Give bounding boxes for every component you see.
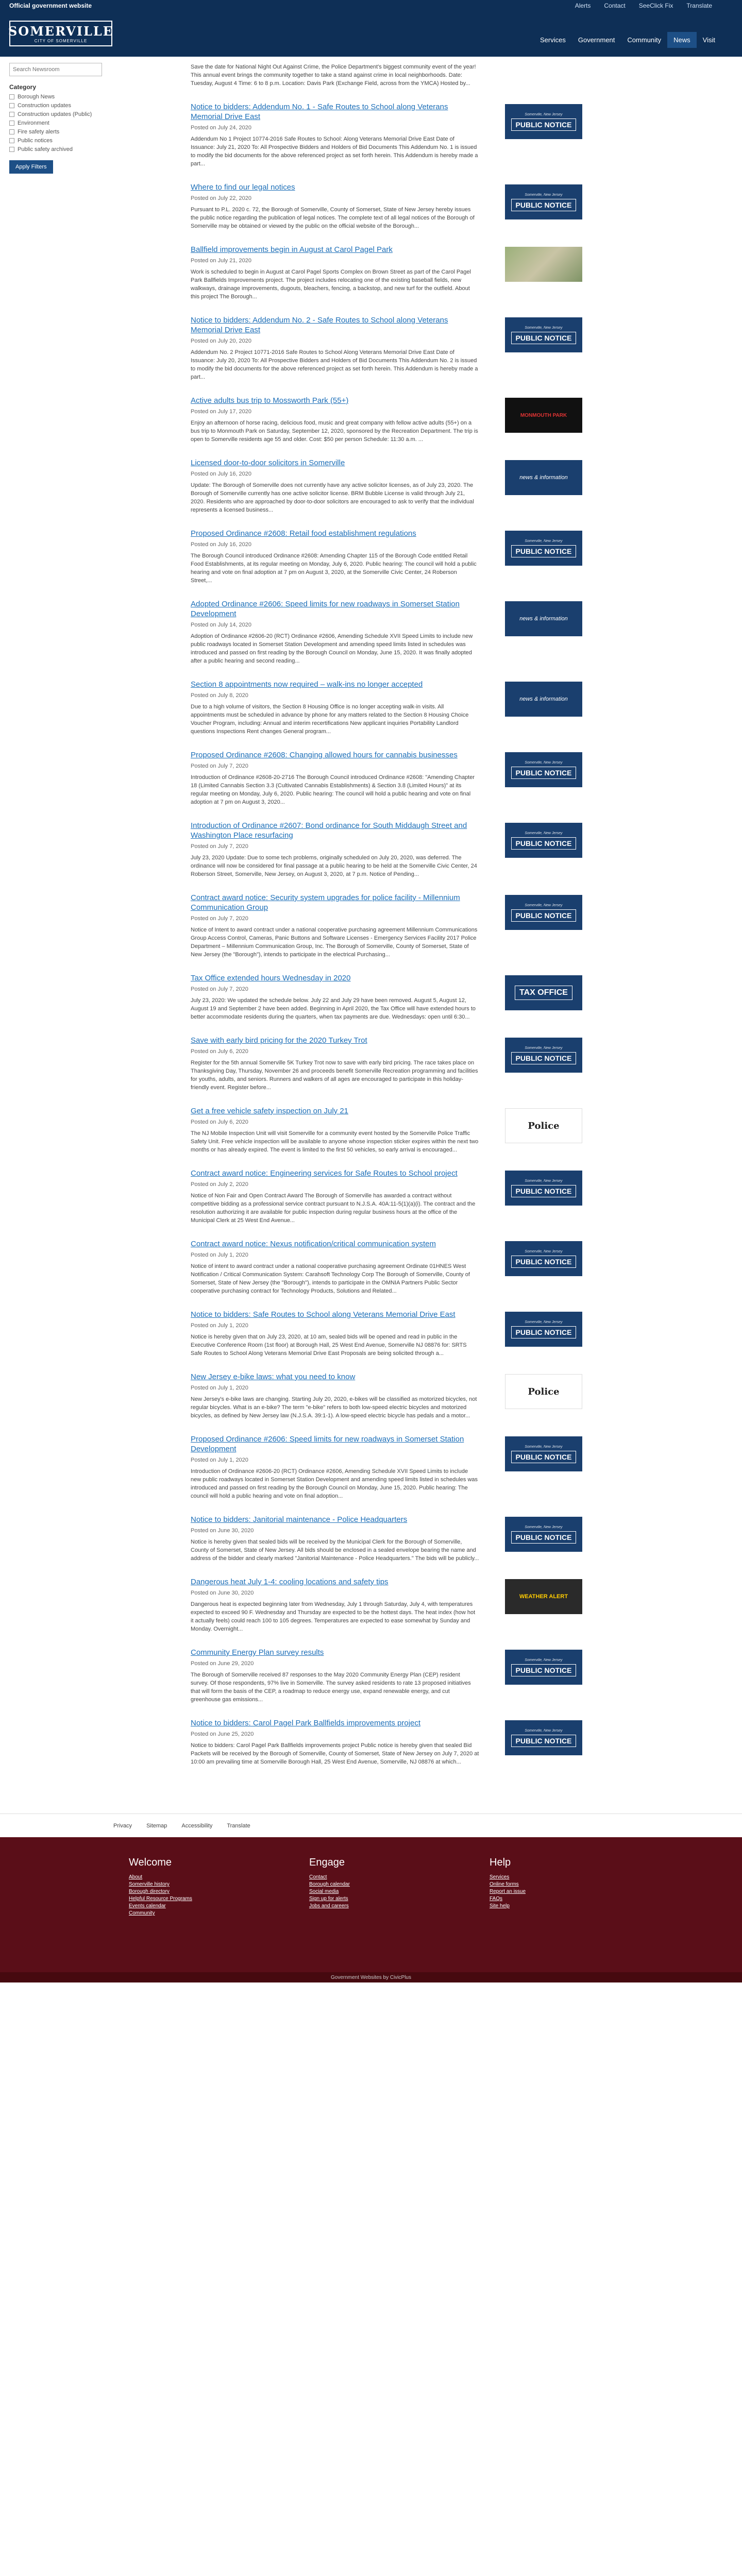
thumb-title: PUBLIC NOTICE — [511, 1052, 577, 1064]
thumb-title: PUBLIC NOTICE — [511, 199, 577, 211]
article-date: Posted on July 14, 2020 — [191, 622, 252, 628]
public-notice-thumbnail[interactable] — [505, 752, 582, 787]
public-notice-thumbnail[interactable] — [505, 104, 582, 139]
footer-link[interactable]: Contact — [309, 1874, 327, 1880]
article-item — [191, 102, 582, 182]
footer-link-translate[interactable]: Translate — [227, 1822, 250, 1829]
article-date: Posted on July 1, 2020 — [191, 1252, 248, 1258]
article-summary: Work is scheduled to begin in August at Carol Pagel Sports Complex on Brown Street as part of the Carol Pagel Park Ballfields Improvements project. The project includes relocating one of the existing baseball fields, new walkways, drainage improvements, dugouts, bleachers, fencing, a backstop, and new turf for the outfield. About this project The Borough... — [191, 269, 471, 300]
article-title-link[interactable]: Introduction of Ordinance #2607: Bond ordinance for South Middaugh Street and Washington Place resurfacing — [191, 821, 467, 840]
article-date: Posted on July 1, 2020 — [191, 1323, 248, 1329]
article-item — [191, 973, 582, 1036]
article-text — [191, 973, 479, 1021]
article-title-link[interactable]: Contract award notice: Engineering services for Safe Routes to School project — [191, 1169, 458, 1178]
article-summary: July 23, 2020 Update: Due to some tech problems, originally scheduled on July 20, 2020, was deferred. The ordinance will now be considered for final passage at a public hearing to be held at the Somerville Civic Center, 24 Roberson Street, Somerville, New Jersey, on August 3, 2020, at 7 p.m. Notice of Pending... — [191, 855, 477, 877]
main-nav — [534, 32, 721, 48]
thumb-title: PUBLIC NOTICE — [511, 545, 577, 557]
category-list — [9, 94, 103, 152]
article-text — [191, 245, 479, 301]
thumb-title: Police — [528, 1120, 560, 1131]
page-layout — [0, 57, 742, 1781]
article-text — [191, 1036, 479, 1092]
article-text — [191, 1310, 479, 1358]
footer-link-privacy[interactable]: Privacy — [113, 1822, 132, 1829]
police-thumbnail[interactable] — [505, 1108, 582, 1143]
footer-link[interactable]: Jobs and careers — [309, 1903, 349, 1909]
public-notice-thumbnail[interactable] — [505, 1241, 582, 1276]
article-date: Posted on July 21, 2020 — [191, 258, 252, 264]
article-item — [191, 893, 582, 973]
article-date: Posted on July 16, 2020 — [191, 541, 252, 548]
article-item — [191, 315, 582, 396]
logo-subtitle: CITY OF SOMERVILLE — [34, 39, 88, 43]
thumb-title: news & information — [519, 696, 568, 702]
thumb-caption: Somerville, New Jersey — [525, 1320, 563, 1324]
footer-link[interactable]: Borough directory — [129, 1889, 170, 1894]
article-date: Posted on July 2, 2020 — [191, 1181, 248, 1188]
article-summary: Notice is hereby given that sealed bids will be received by the Municipal Clerk for the Borough of Somerville, County of Somerset, State of New Jersey. All bids should be enclosed in a sealed envelope bearing the name and address of the bidder and clearly marked "Janitorial Maintenance - Police Headquarters." The bids will be publicly... — [191, 1539, 479, 1562]
footer-link[interactable]: Sign up for alerts — [309, 1896, 348, 1902]
article-text — [191, 102, 479, 168]
public-notice-thumbnail[interactable] — [505, 531, 582, 566]
thumb-title: news & information — [519, 616, 568, 622]
article-summary: Addendum No. 2 Project 10771-2016 Safe Routes to School Along Veterans Memorial Drive East Date of Issuance: July 20, 2020 To: All Prospective Bidders and Holders of Bid Documents This Addendum No. 2 is issued to modify the bid documents for the above referenced project as set forth herein. This Addendum is hereby made a part... — [191, 349, 478, 380]
article-item — [191, 1310, 582, 1372]
article-summary: The Borough Council introduced Ordinance #2608: Amending Chapter 115 of the Borough Code entitled Retail Food Establishments, at its regular meeting on Monday, July 6, 2020. Public hearing: The council will hold a public hearing and vote on final adoption at 7 pm on August 3, 2020, at the Somerville Civic Center, 24 Roberson Street,... — [191, 553, 477, 584]
thumb-title: PUBLIC NOTICE — [511, 1185, 577, 1197]
article-list — [191, 63, 582, 1781]
article-item — [191, 458, 582, 529]
article-date: Posted on June 29, 2020 — [191, 1660, 254, 1667]
category-label: Public notices — [18, 138, 53, 144]
article-date: Posted on July 24, 2020 — [191, 125, 252, 131]
article-item — [191, 529, 582, 599]
thumb-caption: Somerville, New Jersey — [525, 1728, 563, 1733]
footer-link[interactable]: Borough calendar — [309, 1882, 350, 1887]
article-date: Posted on July 7, 2020 — [191, 986, 248, 992]
thumb-title: PUBLIC NOTICE — [511, 837, 577, 850]
article-date: Posted on June 30, 2020 — [191, 1528, 254, 1534]
article-item — [191, 182, 582, 245]
article-summary: Update: The Borough of Somerville does not currently have any active solicitor licenses, as of July 23, 2020. The Borough of Somerville currently has one active solicitor license. BRM Bubble License is valid through July 21, 2020. Residents who are approached by door-to-door solicitors are encouraged to ask to verify that the individual represents a licensed business... — [191, 482, 474, 513]
category-label: Public safety archived — [18, 146, 73, 152]
article-text — [191, 182, 479, 230]
footer-column-heading: Help — [490, 1857, 511, 1868]
article-title-link[interactable]: Adopted Ordinance #2606: Speed limits for new roadways in Somerset Station Development — [191, 600, 460, 618]
article-text — [191, 750, 479, 806]
category-heading: Category — [9, 83, 37, 91]
nav-news[interactable]: News — [667, 32, 697, 48]
article-text — [191, 1434, 479, 1500]
footer-link[interactable]: Somerville history — [129, 1882, 170, 1887]
thumb-caption: Somerville, New Jersey — [525, 539, 563, 543]
thumb-title: PUBLIC NOTICE — [511, 1256, 577, 1268]
article-title-link[interactable]: Licensed door-to-door solicitors in Somerville — [191, 459, 345, 467]
article-title-link[interactable]: Contract award notice: Security system upgrades for police facility - Millennium Communication Group — [191, 893, 460, 912]
thumb-title: PUBLIC NOTICE — [511, 767, 577, 779]
article-text — [191, 1239, 479, 1295]
article-item — [191, 1372, 582, 1434]
article-date: Posted on July 6, 2020 — [191, 1119, 248, 1125]
article-text — [191, 1515, 479, 1563]
news-list — [108, 57, 582, 1781]
news-info-thumbnail[interactable] — [505, 601, 582, 636]
footer-link[interactable]: Report an issue — [490, 1889, 526, 1894]
site-header — [0, 11, 742, 57]
thumb-caption: Somerville, New Jersey — [525, 193, 563, 197]
article-text — [191, 315, 479, 381]
thumb-title: MONMOUTH PARK — [520, 412, 567, 418]
article-item — [191, 1434, 582, 1515]
category-option[interactable] — [9, 103, 103, 109]
category-label: Construction updates — [18, 103, 71, 109]
article-title-link[interactable]: Proposed Ordinance #2606: Speed limits for new roadways in Somerset Station Development — [191, 1435, 464, 1453]
thumb-title: TAX OFFICE — [515, 986, 572, 1000]
article-date: Posted on July 20, 2020 — [191, 338, 252, 344]
tax-office-thumbnail[interactable] — [505, 975, 582, 1010]
public-notice-thumbnail[interactable] — [505, 1720, 582, 1755]
thumb-caption: Somerville, New Jersey — [525, 326, 563, 330]
public-notice-thumbnail[interactable] — [505, 1171, 582, 1206]
thumb-title: PUBLIC NOTICE — [511, 1326, 577, 1338]
article-item — [191, 1648, 582, 1718]
public-notice-thumbnail[interactable] — [505, 1436, 582, 1471]
weather-alert-thumbnail[interactable] — [505, 1579, 582, 1614]
public-notice-thumbnail[interactable] — [505, 317, 582, 352]
article-title-link[interactable]: Notice to bidders: Carol Pagel Park Ballfields improvements project — [191, 1719, 421, 1727]
article-title-link[interactable]: Active adults bus trip to Mossworth Park (55+) — [191, 396, 349, 405]
article-title-link[interactable]: Community Energy Plan survey results — [191, 1648, 324, 1657]
article-date: Posted on July 16, 2020 — [191, 471, 252, 477]
public-notice-thumbnail[interactable] — [505, 1650, 582, 1685]
article-text — [191, 599, 479, 665]
footer-column-heading: Engage — [309, 1857, 345, 1868]
article-text — [191, 680, 479, 736]
thumb-title: PUBLIC NOTICE — [511, 1531, 577, 1544]
article-date: Posted on July 17, 2020 — [191, 409, 252, 415]
checkbox[interactable] — [9, 147, 14, 152]
checkbox[interactable] — [9, 121, 14, 126]
public-notice-thumbnail[interactable] — [505, 1038, 582, 1073]
article-summary: Notice of Non Fair and Open Contract Award The Borough of Somerville has awarded a contract without competitive bidding as a professional service contract pursuant to N.J.S.A. 40A:11-5(1)(a)(i). The contract and the resolution authorizing it are available for public inspection during regular business hours at the office of the Municipal Clerk at 25 West End Avenue... — [191, 1193, 476, 1224]
site-footer — [0, 1837, 742, 1982]
article-item — [191, 245, 582, 315]
checkbox[interactable] — [9, 138, 14, 143]
article-summary: Due to a high volume of visitors, the Section 8 Housing Office is no longer accepting walk-in visits. All appointments must be scheduled in advance by phone for any matters related to the Section 8 Housing Choice Voucher Program, including: Annual and interim recertifications New applicant inquiries Portability Landlord questions Inspections Rent changes General program... — [191, 704, 469, 735]
footer-columns — [0, 1837, 742, 1917]
article-title-link[interactable]: Tax Office extended hours Wednesday in 2020 — [191, 974, 351, 982]
article-item — [191, 821, 582, 893]
thumb-caption: Somerville, New Jersey — [525, 1179, 563, 1183]
article-title-link[interactable]: Notice to bidders: Addendum No. 1 - Safe Routes to School along Veterans Memorial Drive East — [191, 103, 448, 121]
article-item — [191, 1106, 582, 1168]
article-text — [191, 529, 479, 585]
nav-community[interactable]: Community — [627, 36, 662, 44]
article-title-link[interactable]: Dangerous heat July 1-4: cooling locations and safety tips — [191, 1578, 389, 1586]
utility-links — [575, 2, 712, 9]
category-label: Construction updates (Public) — [18, 111, 92, 117]
top-utility-bar — [0, 0, 742, 11]
utility-link-seeclickfix[interactable]: SeeClick Fix — [638, 2, 673, 9]
category-label: Environment — [18, 120, 49, 126]
article-title-link[interactable]: Notice to bidders: Safe Routes to School along Veterans Memorial Drive East — [191, 1310, 456, 1319]
article-title-link[interactable]: Save with early bird pricing for the 2020 Turkey Trot — [191, 1036, 367, 1045]
public-notice-thumbnail[interactable] — [505, 1312, 582, 1347]
footer-link[interactable]: Events calendar — [129, 1903, 166, 1909]
news-info-thumbnail[interactable] — [505, 682, 582, 717]
article-text — [191, 458, 479, 514]
article-title-link[interactable]: Where to find our legal notices — [191, 183, 295, 192]
article-title-link[interactable]: Section 8 appointments now required – walk-ins no longer accepted — [191, 680, 423, 689]
article-item — [191, 1718, 582, 1781]
logo-name: SOMERVILLE — [8, 24, 114, 39]
article-item — [191, 680, 582, 750]
article-summary: The NJ Mobile Inspection Unit will visit Somerville for a community event hosted by the Somerville Police Traffic Safety Unit. Free vehicle inspection will be available to anyone whose inspection sticker expires within the next two months or has already expired. The event is limited to the first 50 vehicles, so early arrival is encouraged... — [191, 1130, 479, 1153]
thumb-caption: Somerville, New Jersey — [525, 1046, 563, 1050]
thumb-title: news & information — [519, 474, 568, 481]
footer-link[interactable]: Services — [490, 1874, 510, 1880]
category-option[interactable] — [9, 111, 103, 117]
public-notice-thumbnail[interactable] — [505, 895, 582, 930]
article-text — [191, 63, 479, 88]
article-item — [191, 396, 582, 458]
article-item — [191, 1515, 582, 1577]
category-option[interactable] — [9, 146, 103, 152]
article-summary: Adoption of Ordinance #2606-20 (RCT) Ordinance #2606, Amending Schedule XVII Speed Limits to include new public roadways located in Somerset Station Development and amending speed limits listed in schedules was introduced and passed on first reading by the Borough Council on Monday, June 15, 2020. It was finally adopted after a public hearing and second reading... — [191, 633, 473, 664]
article-summary: New Jersey's e-bike laws are changing. Starting July 20, 2020, e-bikes will be classified as motorized bicycles, not regular bicycles. What is an e-bike? The term "e-bike" refers to both low-speed electric bicycles and motorized bicycles, as defined by New Jersey law (N.J.S.A. 39:1-1). A low-speed electric bicycle has pedals and a motor... — [191, 1396, 477, 1419]
category-option[interactable] — [9, 120, 103, 126]
article-summary: Introduction of Ordinance #2608-20-2716 The Borough Council introduced Ordinance #2608: "Amending Chapter 18 (Limited Cannabis Section 3.3 (Cultivated Cannabis Establishments) & Section 3.8 (Limited Hours)" at its regular meeting on Monday, July 6, 2020. Public hearing: The council will hold a public hearing and vote on final adoption at 7 pm on August 3, 2020... — [191, 774, 475, 805]
thumb-title: PUBLIC NOTICE — [511, 1664, 577, 1676]
footer-credit: Government Websites by CivicPlus — [0, 1972, 742, 1982]
checkbox[interactable] — [9, 129, 14, 134]
article-title-link[interactable]: Contract award notice: Nexus notification/critical communication system — [191, 1240, 436, 1248]
article-summary: Enjoy an afternoon of horse racing, delicious food, music and great company with fellow active adults (55+) on a bus trip to Monmouth Park on Saturday, September 12, 2020, sponsored by the Recreation Department. The trip is open to Somerville residents age 55 and older. Cost: $50 per person Schedule: 11:30 a.m. ... — [191, 420, 478, 443]
article-item — [191, 599, 582, 680]
article-item — [191, 1168, 582, 1239]
article-text — [191, 893, 479, 959]
article-summary: Notice of intent to award contract under a national cooperative purchasing agreement Ordinate 01HNES West Notification / Critical Communication System: Carahsoft Technology Corp The Borough of Somerville, County of Somerset, State of New Jersey (the "Borough"), intends to participate in the OMNIA Partners Public Sector cooperative purchasing contract for Technology Products, Solutions and Related... — [191, 1263, 470, 1294]
thumb-title: PUBLIC NOTICE — [511, 1735, 577, 1747]
article-text — [191, 1648, 479, 1704]
article-date: Posted on July 22, 2020 — [191, 195, 252, 201]
article-date: Posted on July 7, 2020 — [191, 763, 248, 769]
category-option[interactable] — [9, 94, 103, 100]
utility-link-alerts[interactable]: Alerts — [575, 2, 591, 9]
footer-link[interactable]: Online forms — [490, 1882, 519, 1887]
thumb-caption: Somerville, New Jersey — [525, 1525, 563, 1529]
police-thumbnail[interactable] — [505, 1374, 582, 1409]
article-summary: Notice to bidders: Carol Pagel Park Ballfields improvements project Public notice is hereby given that sealed Bid Packets will be received by the Borough of Somerville, County of Somerset, State of New Jersey on July 7, 2020 at 10:00 am prevailing time at Somerville Borough Hall, 25 West End Avenue, Somerville, NJ 08876 at which... — [191, 1742, 479, 1765]
article-title-link[interactable]: Notice to bidders: Addendum No. 2 - Safe Routes to School along Veterans Memorial Drive East — [191, 316, 448, 334]
thumb-title: PUBLIC NOTICE — [511, 909, 577, 922]
article-summary: Introduction of Ordinance #2606-20 (RCT) Ordinance #2606, Amending Schedule XVII Speed Limits to include new public roadways located in Somerset Station Development and amending speed limits listed in schedules was introduced and passed on first reading by the Borough Council on Monday, June 15, 2020. Public hearing: The council will hold a public hearing and vote on final adoption... — [191, 1468, 478, 1499]
footer-link[interactable]: About — [129, 1874, 143, 1880]
article-text — [191, 1372, 479, 1420]
article-title-link[interactable]: Proposed Ordinance #2608: Retail food establishment regulations — [191, 529, 416, 538]
article-text — [191, 396, 479, 444]
thumb-title: WEATHER ALERT — [519, 1594, 568, 1600]
article-summary: Notice is hereby given that on July 23, 2020, at 10 am, sealed bids will be opened and read in public in the Executive Conference Room (1st floor) at Borough Hall, 25 West End Avenue, Somerville NJ 08876 for: SRTS Safe Routes to School Along Veterans Memorial Drive East Proposals are being solicited through a... — [191, 1334, 467, 1357]
article-title-link[interactable]: Get a free vehicle safety inspection on July 21 — [191, 1107, 349, 1115]
footer-column — [309, 1857, 490, 1917]
utility-link-translate[interactable]: Translate — [686, 2, 712, 9]
article-text — [191, 821, 479, 878]
article-summary: July 23, 2020: We updated the schedule below. July 22 and July 29 have been removed. August 5, August 12, August 19 and September 2 have been added. Beginning in April 2020, the Tax Office will have extended hours to better accommodate residents during the quarters, when tax payments are due. Wednesdays: open until 6:30... — [191, 997, 476, 1020]
public-notice-thumbnail[interactable] — [505, 184, 582, 219]
racetrack-thumbnail[interactable] — [505, 398, 582, 433]
thumb-caption: Somerville, New Jersey — [525, 112, 563, 116]
article-date: Posted on July 1, 2020 — [191, 1457, 248, 1463]
footer-column-heading: Welcome — [129, 1857, 172, 1868]
thumb-title: Police — [528, 1386, 560, 1397]
category-option[interactable] — [9, 138, 103, 144]
article-text — [191, 1106, 479, 1154]
footer-column — [490, 1857, 670, 1917]
public-notice-thumbnail[interactable] — [505, 1517, 582, 1552]
article-item — [191, 1036, 582, 1106]
article-title-link[interactable]: Notice to bidders: Janitorial maintenance - Police Headquarters — [191, 1515, 408, 1524]
article-item — [191, 750, 582, 821]
footer-column — [129, 1857, 309, 1917]
article-date: Posted on July 7, 2020 — [191, 843, 248, 850]
article-item — [191, 1239, 582, 1310]
article-title-link[interactable]: Proposed Ordinance #2608: Changing allowed hours for cannabis businesses — [191, 751, 458, 759]
thumb-title: PUBLIC NOTICE — [511, 332, 577, 344]
thumb-caption: Somerville, New Jersey — [525, 1445, 563, 1449]
thumb-title: PUBLIC NOTICE — [511, 118, 577, 131]
thumb-caption: Somerville, New Jersey — [525, 1249, 563, 1253]
article-title-link[interactable]: New Jersey e-bike laws: what you need to know — [191, 1372, 356, 1381]
footer-link[interactable]: Social media — [309, 1889, 339, 1894]
category-label: Fire safety alerts — [18, 129, 60, 135]
filter-sidebar — [0, 57, 108, 1781]
thumb-title: PUBLIC NOTICE — [511, 1451, 577, 1463]
checkbox[interactable] — [9, 94, 14, 99]
ballfield-photo-thumbnail[interactable] — [505, 247, 582, 282]
article-text — [191, 1718, 479, 1766]
article-summary: Register for the 5th annual Somerville 5K Turkey Trot now to save with early bird pricing. The race takes place on Thanksgiving Day, Thursday, November 26 and proceeds benefit Somerville Recreation programming and facilities for youths, adults, and seniors. Runners and walkers of all ages are encouraged to participate in this holiday-friendly event. Register before... — [191, 1060, 478, 1091]
footer-link-accessibility[interactable]: Accessibility — [181, 1822, 213, 1829]
nav-visit[interactable]: Visit — [702, 36, 715, 44]
nav-services[interactable]: Services — [540, 36, 566, 44]
article-date: Posted on July 8, 2020 — [191, 692, 248, 699]
article-item — [191, 63, 582, 102]
footer-link[interactable]: Community — [129, 1910, 155, 1916]
checkbox[interactable] — [9, 112, 14, 117]
article-text — [191, 1577, 479, 1633]
nav-government[interactable]: Government — [578, 36, 615, 44]
utility-link-contact[interactable]: Contact — [604, 2, 626, 9]
public-notice-thumbnail[interactable] — [505, 823, 582, 858]
footer-link[interactable]: Helpful Resource Programs — [129, 1896, 192, 1902]
article-text — [191, 1168, 479, 1225]
article-date: Posted on June 30, 2020 — [191, 1590, 254, 1596]
article-date: Posted on July 6, 2020 — [191, 1048, 248, 1055]
article-date: Posted on June 25, 2020 — [191, 1731, 254, 1737]
article-summary: Notice of Intent to award contract under a national cooperative purchasing agreement Millennium Communications Group Access Control, Cameras, Panic Buttons and Software Licenses - Emergency Services Facility 2017 Police Department – Millennium Communication Group, Inc. The Borough of Somerville, County of Somerset, State of New Jersey (the "Borough"), intends to participate in the electrical Purchasing... — [191, 927, 478, 958]
thumb-caption: Somerville, New Jersey — [525, 831, 563, 835]
apply-filters-button[interactable]: Apply Filters — [9, 160, 53, 174]
article-summary: Save the date for National Night Out Against Crime, the Police Department's biggest community event of the year! This annual event brings the community together to take a stand against crime in local neighborhoods. Date: Tuesday, August 4 Time: 6 to 8 p.m. Location: Davis Park (Exchange Field, across from the YMCA) Hosted by... — [191, 64, 476, 87]
footer-link[interactable]: Site help — [490, 1903, 510, 1909]
newsroom-search-input[interactable] — [9, 63, 102, 76]
article-summary: Pursuant to P.L. 2020 c. 72, the Borough of Somerville, County of Somerset, State of New Jersey hereby issues the public notice regarding the publication of legal notices. The complete text of all legal notices of the Borough of Somerville may be obtained or viewed by the public on the official website of the Borough... — [191, 207, 475, 229]
article-summary: Addendum No 1 Project 10774-2016 Safe Routes to School: Along Veterans Memorial Drive East Date of Issuance: July 21, 2020 To: All Prospective Bidders and Holders of Bid Documents This Addendum No. 1 is issued to modify the bid documents for the above referenced project as set forth herein. This Addendum is hereby made a part... — [191, 136, 478, 167]
footer-link[interactable]: FAQs — [490, 1896, 503, 1902]
article-title-link[interactable]: Ballfield improvements begin in August at Carol Pagel Park — [191, 245, 393, 254]
thumb-caption: Somerville, New Jersey — [525, 1658, 563, 1662]
footer-link-sitemap[interactable]: Sitemap — [146, 1822, 167, 1829]
category-label: Borough News — [18, 94, 55, 100]
checkbox[interactable] — [9, 103, 14, 108]
article-summary: The Borough of Somerville received 87 responses to the May 2020 Community Energy Plan (CEP) resident survey. Of those respondents, 97% live in Somerville. The survey asked residents to rate 13 proposed initiatives that will form the basis of the CEP, a roadmap to reduce energy use, expand renewable energy, and cut greenhouse gas emissions... — [191, 1672, 471, 1703]
article-item — [191, 1577, 582, 1648]
article-date: Posted on July 1, 2020 — [191, 1385, 248, 1391]
site-logo[interactable] — [9, 21, 112, 46]
category-option[interactable] — [9, 129, 103, 135]
footer-utility-links — [0, 1814, 742, 1837]
thumb-caption: Somerville, New Jersey — [525, 760, 563, 765]
article-date: Posted on July 7, 2020 — [191, 916, 248, 922]
news-info-thumbnail[interactable] — [505, 460, 582, 495]
thumb-caption: Somerville, New Jersey — [525, 903, 563, 907]
official-site-label: Official government website — [9, 2, 92, 9]
article-summary: Dangerous heat is expected beginning later from Wednesday, July 1 through Saturday, July 4, with temperatures expected to exceed 90 F. Wednesday and Thursday are expected to be the hottest days. The heat index (how hot it actually feels) could reach 100 to 105 degrees. Temperatures are expected to ease somewhat by Sunday and Monday. Overnight... — [191, 1601, 476, 1632]
